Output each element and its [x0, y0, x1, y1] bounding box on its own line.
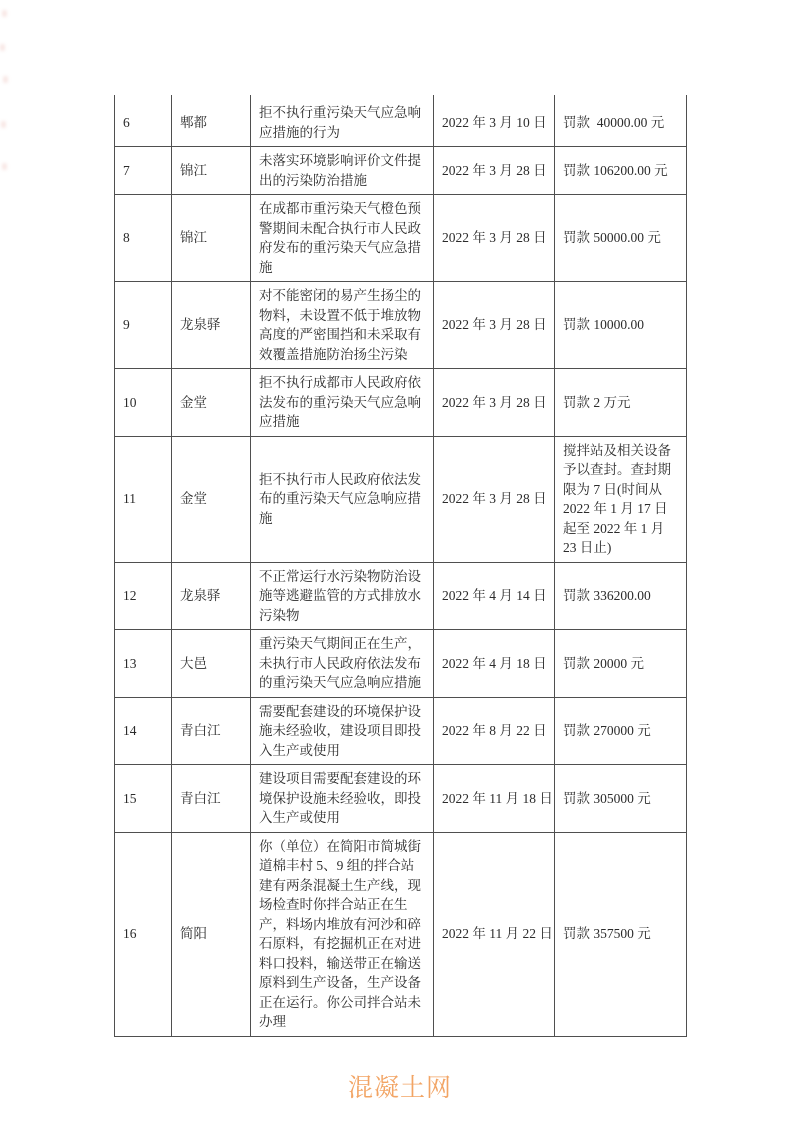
scan-noise-speck [0, 44, 5, 51]
table-row [115, 697, 687, 765]
penalty-amount-cell: 罚款 270000 元 [555, 697, 687, 765]
row-number-cell: 14 [115, 697, 172, 765]
table-row [115, 436, 687, 562]
penalty-amount-cell: 罚款 40000.00 元 [555, 95, 687, 147]
penalty-table [114, 95, 687, 1037]
penalty-date-cell: 2022 年 8 月 22 日 [434, 697, 555, 765]
district-cell: 金堂 [172, 436, 251, 562]
table-row [115, 765, 687, 833]
row-number-cell: 9 [115, 282, 172, 369]
row-number-cell: 11 [115, 436, 172, 562]
scan-noise-speck [2, 10, 7, 17]
violation-cell: 建设项目需要配套建设的环境保护设施未经验收，即投入生产或使用 [251, 765, 434, 833]
penalty-date-cell: 2022 年 3 月 28 日 [434, 369, 555, 437]
penalty-amount-cell: 罚款 336200.00 [555, 562, 687, 630]
violation-cell: 拒不执行成都市人民政府依法发布的重污染天气应急响应措施 [251, 369, 434, 437]
row-number-cell: 12 [115, 562, 172, 630]
scan-noise-speck [2, 163, 7, 170]
violation-cell: 需要配套建设的环境保护设施未经验收，建设项目即投入生产或使用 [251, 697, 434, 765]
penalty-amount-cell: 罚款 357500 元 [555, 832, 687, 1036]
row-number-cell: 6 [115, 95, 172, 147]
district-cell: 锦江 [172, 147, 251, 195]
violation-cell: 拒不执行市人民政府依法发布的重污染天气应急响应措施 [251, 436, 434, 562]
penalty-amount-cell: 罚款 305000 元 [555, 765, 687, 833]
penalty-date-cell: 2022 年 4 月 14 日 [434, 562, 555, 630]
penalty-date-cell: 2022 年 3 月 10 日 [434, 95, 555, 147]
row-number-cell: 10 [115, 369, 172, 437]
penalty-table-area [114, 95, 686, 1037]
district-cell: 郫都 [172, 95, 251, 147]
penalty-date-cell: 2022 年 4 月 18 日 [434, 630, 555, 698]
penalty-date-cell: 2022 年 11 月 22 日 [434, 832, 555, 1036]
penalty-date-cell: 2022 年 11 月 18 日 [434, 765, 555, 833]
penalty-date-cell: 2022 年 3 月 28 日 [434, 436, 555, 562]
penalty-amount-cell: 罚款 20000 元 [555, 630, 687, 698]
district-cell: 龙泉驿 [172, 282, 251, 369]
row-number-cell: 8 [115, 195, 172, 282]
violation-cell: 不正常运行水污染物防治设施等逃避监管的方式排放水污染物 [251, 562, 434, 630]
violation-cell: 未落实环境影响评价文件提出的污染防治措施 [251, 147, 434, 195]
penalty-amount-cell: 罚款 50000.00 元 [555, 195, 687, 282]
row-number-cell: 13 [115, 630, 172, 698]
table-row [115, 369, 687, 437]
scan-noise-speck [3, 76, 8, 83]
penalty-date-cell: 2022 年 3 月 28 日 [434, 195, 555, 282]
violation-cell: 对不能密闭的易产生扬尘的物料，未设置不低于堆放物高度的严密围挡和未采取有效覆盖措施防治扬尘污染 [251, 282, 434, 369]
row-number-cell: 16 [115, 832, 172, 1036]
row-number-cell: 7 [115, 147, 172, 195]
table-row [115, 95, 687, 147]
penalty-amount-cell: 罚款 2 万元 [555, 369, 687, 437]
table-row [115, 832, 687, 1036]
table-row [115, 562, 687, 630]
table-row [115, 630, 687, 698]
violation-cell: 重污染天气期间正在生产，未执行市人民政府依法发布的重污染天气应急响应措施 [251, 630, 434, 698]
violation-cell: 在成都市重污染天气橙色预警期间未配合执行市人民政府发布的重污染天气应急措施 [251, 195, 434, 282]
district-cell: 青白江 [172, 765, 251, 833]
penalty-table-body [115, 95, 687, 1036]
table-row [115, 282, 687, 369]
violation-cell: 你（单位）在简阳市简城街道棉丰村 5、9 组的拌合站建有两条混凝土生产线，现场检查时你拌合站正在生产，料场内堆放有河沙和碎石原料，有挖掘机正在对进料口投料，输送带正在输送原料到生产设备，生产设备正在运行。你公司拌合站未办理 [251, 832, 434, 1036]
penalty-amount-cell: 罚款 106200.00 元 [555, 147, 687, 195]
penalty-amount-cell: 搅拌站及相关设备予以查封。查封期限为 7 日(时间从 2022 年 1 月 17 日起至 2022 年 1 月 23 日止) [555, 436, 687, 562]
district-cell: 简阳 [172, 832, 251, 1036]
district-cell: 大邑 [172, 630, 251, 698]
scan-noise-speck [1, 121, 6, 128]
site-watermark: 混凝土网 [347, 1074, 452, 1102]
district-cell: 青白江 [172, 697, 251, 765]
penalty-date-cell: 2022 年 3 月 28 日 [434, 282, 555, 369]
penalty-date-cell: 2022 年 3 月 28 日 [434, 147, 555, 195]
row-number-cell: 15 [115, 765, 172, 833]
district-cell: 龙泉驿 [172, 562, 251, 630]
table-row [115, 195, 687, 282]
penalty-amount-cell: 罚款 10000.00 [555, 282, 687, 369]
violation-cell: 拒不执行重污染天气应急响应措施的行为 [251, 95, 434, 147]
district-cell: 锦江 [172, 195, 251, 282]
table-row [115, 147, 687, 195]
district-cell: 金堂 [172, 369, 251, 437]
